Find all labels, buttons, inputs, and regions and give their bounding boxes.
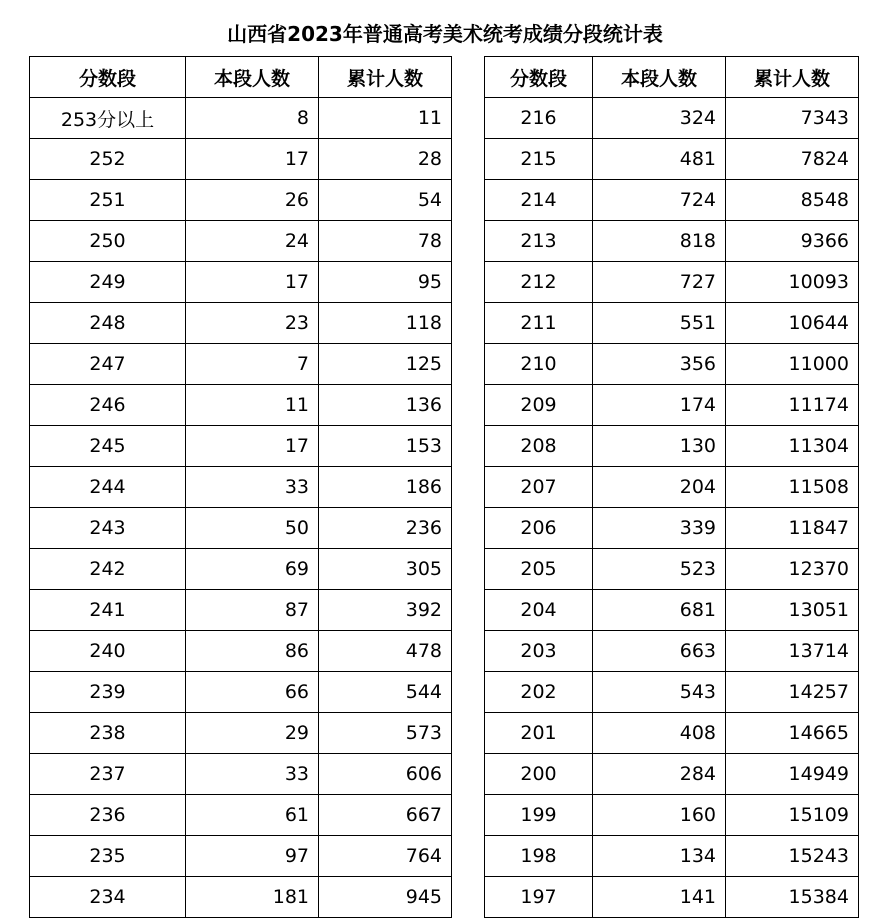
table-row — [485, 508, 859, 549]
table-row — [30, 98, 452, 139]
score-cell: 201 — [485, 713, 593, 754]
segment-count-cell: 33 — [186, 754, 319, 795]
cumulative-count-cell: 28 — [319, 139, 452, 180]
table-row — [30, 836, 452, 877]
table-row — [485, 139, 859, 180]
table-row — [30, 754, 452, 795]
table-row — [30, 139, 452, 180]
cumulative-count-cell: 153 — [319, 426, 452, 467]
score-cell: 205 — [485, 549, 593, 590]
segment-count-cell: 408 — [593, 713, 726, 754]
cumulative-count-cell: 9366 — [726, 221, 859, 262]
table-row — [485, 221, 859, 262]
segment-count-cell: 8 — [186, 98, 319, 139]
segment-count-cell: 339 — [593, 508, 726, 549]
segment-count-cell: 141 — [593, 877, 726, 918]
cumulative-count-cell: 544 — [319, 672, 452, 713]
segment-count-cell: 11 — [186, 385, 319, 426]
cumulative-count-cell: 10093 — [726, 262, 859, 303]
segment-count-cell: 174 — [593, 385, 726, 426]
cumulative-count-cell: 11304 — [726, 426, 859, 467]
score-cell: 235 — [30, 836, 186, 877]
score-cell: 242 — [30, 549, 186, 590]
table-row — [485, 795, 859, 836]
segment-count-cell: 523 — [593, 549, 726, 590]
score-cell: 237 — [30, 754, 186, 795]
segment-count-cell: 134 — [593, 836, 726, 877]
header-cumulative-count: 累计人数 — [726, 57, 859, 98]
segment-count-cell: 681 — [593, 590, 726, 631]
table-row — [485, 303, 859, 344]
segment-count-cell: 204 — [593, 467, 726, 508]
score-cell: 251 — [30, 180, 186, 221]
cumulative-count-cell: 15109 — [726, 795, 859, 836]
table-row — [485, 426, 859, 467]
table-row — [485, 180, 859, 221]
cumulative-count-cell: 10644 — [726, 303, 859, 344]
segment-count-cell: 551 — [593, 303, 726, 344]
cumulative-count-cell: 478 — [319, 631, 452, 672]
table-row — [30, 303, 452, 344]
score-cell: 234 — [30, 877, 186, 918]
score-cell: 216 — [485, 98, 593, 139]
cumulative-count-cell: 8548 — [726, 180, 859, 221]
table-row — [30, 344, 452, 385]
table-row — [30, 713, 452, 754]
cumulative-count-cell: 573 — [319, 713, 452, 754]
cumulative-count-cell: 13051 — [726, 590, 859, 631]
table-row — [485, 672, 859, 713]
cumulative-count-cell: 78 — [319, 221, 452, 262]
cumulative-count-cell: 118 — [319, 303, 452, 344]
score-cell: 208 — [485, 426, 593, 467]
score-cell: 214 — [485, 180, 593, 221]
cumulative-count-cell: 392 — [319, 590, 452, 631]
cumulative-count-cell: 14257 — [726, 672, 859, 713]
table-row — [485, 385, 859, 426]
segment-count-cell: 17 — [186, 426, 319, 467]
segment-count-cell: 663 — [593, 631, 726, 672]
cumulative-count-cell: 13714 — [726, 631, 859, 672]
score-cell: 238 — [30, 713, 186, 754]
segment-count-cell: 181 — [186, 877, 319, 918]
segment-count-cell: 50 — [186, 508, 319, 549]
header-row — [485, 57, 859, 98]
score-cell: 207 — [485, 467, 593, 508]
header-cumulative-count: 累计人数 — [319, 57, 452, 98]
cumulative-count-cell: 11000 — [726, 344, 859, 385]
score-table-right — [484, 56, 859, 918]
score-cell: 204 — [485, 590, 593, 631]
score-cell: 209 — [485, 385, 593, 426]
segment-count-cell: 17 — [186, 262, 319, 303]
segment-count-cell: 543 — [593, 672, 726, 713]
table-row — [485, 836, 859, 877]
score-cell: 240 — [30, 631, 186, 672]
score-cell: 212 — [485, 262, 593, 303]
score-cell: 206 — [485, 508, 593, 549]
cumulative-count-cell: 11508 — [726, 467, 859, 508]
segment-count-cell: 818 — [593, 221, 726, 262]
table-row — [485, 877, 859, 918]
score-cell: 248 — [30, 303, 186, 344]
cumulative-count-cell: 11174 — [726, 385, 859, 426]
segment-count-cell: 7 — [186, 344, 319, 385]
table-row — [30, 672, 452, 713]
score-cell: 245 — [30, 426, 186, 467]
cumulative-count-cell: 7343 — [726, 98, 859, 139]
segment-count-cell: 87 — [186, 590, 319, 631]
score-cell: 246 — [30, 385, 186, 426]
score-cell: 253分以上 — [30, 98, 186, 139]
cumulative-count-cell: 14949 — [726, 754, 859, 795]
table-row — [30, 180, 452, 221]
table-row — [485, 590, 859, 631]
cumulative-count-cell: 15243 — [726, 836, 859, 877]
score-cell: 197 — [485, 877, 593, 918]
cumulative-count-cell: 11847 — [726, 508, 859, 549]
cumulative-count-cell: 606 — [319, 754, 452, 795]
segment-count-cell: 724 — [593, 180, 726, 221]
segment-count-cell: 69 — [186, 549, 319, 590]
table-row — [30, 467, 452, 508]
cumulative-count-cell: 15384 — [726, 877, 859, 918]
table-row — [485, 262, 859, 303]
cumulative-count-cell: 7824 — [726, 139, 859, 180]
score-cell: 203 — [485, 631, 593, 672]
cumulative-count-cell: 54 — [319, 180, 452, 221]
cumulative-count-cell: 945 — [319, 877, 452, 918]
table-row — [30, 631, 452, 672]
table-row — [30, 262, 452, 303]
cumulative-count-cell: 667 — [319, 795, 452, 836]
segment-count-cell: 33 — [186, 467, 319, 508]
score-cell: 241 — [30, 590, 186, 631]
score-cell: 239 — [30, 672, 186, 713]
cumulative-count-cell: 764 — [319, 836, 452, 877]
score-cell: 200 — [485, 754, 593, 795]
score-cell: 213 — [485, 221, 593, 262]
score-cell: 244 — [30, 467, 186, 508]
table-row — [30, 221, 452, 262]
cumulative-count-cell: 136 — [319, 385, 452, 426]
table-row — [485, 467, 859, 508]
segment-count-cell: 24 — [186, 221, 319, 262]
score-cell: 215 — [485, 139, 593, 180]
table-row — [30, 877, 452, 918]
page-title: 山西省2023年普通高考美术统考成绩分段统计表 — [227, 22, 663, 46]
segment-count-cell: 481 — [593, 139, 726, 180]
table-row — [485, 344, 859, 385]
table-row — [30, 385, 452, 426]
cumulative-count-cell: 305 — [319, 549, 452, 590]
table-row — [485, 713, 859, 754]
table-row — [30, 795, 452, 836]
score-cell: 252 — [30, 139, 186, 180]
score-cell: 202 — [485, 672, 593, 713]
table-row — [485, 98, 859, 139]
score-cell: 243 — [30, 508, 186, 549]
table-row — [30, 590, 452, 631]
segment-count-cell: 61 — [186, 795, 319, 836]
segment-count-cell: 130 — [593, 426, 726, 467]
score-cell: 211 — [485, 303, 593, 344]
segment-count-cell: 17 — [186, 139, 319, 180]
table-row — [485, 549, 859, 590]
score-cell: 250 — [30, 221, 186, 262]
header-segment-count: 本段人数 — [186, 57, 319, 98]
header-segment-count: 本段人数 — [593, 57, 726, 98]
score-cell: 198 — [485, 836, 593, 877]
score-cell: 247 — [30, 344, 186, 385]
cumulative-count-cell: 125 — [319, 344, 452, 385]
score-cell: 210 — [485, 344, 593, 385]
segment-count-cell: 356 — [593, 344, 726, 385]
table-row — [485, 754, 859, 795]
segment-count-cell: 324 — [593, 98, 726, 139]
header-score-range: 分数段 — [30, 57, 186, 98]
cumulative-count-cell: 11 — [319, 98, 452, 139]
header-row — [30, 57, 452, 98]
segment-count-cell: 66 — [186, 672, 319, 713]
cumulative-count-cell: 186 — [319, 467, 452, 508]
table-row — [485, 631, 859, 672]
cumulative-count-cell: 236 — [319, 508, 452, 549]
segment-count-cell: 23 — [186, 303, 319, 344]
segment-count-cell: 284 — [593, 754, 726, 795]
cumulative-count-cell: 95 — [319, 262, 452, 303]
segment-count-cell: 97 — [186, 836, 319, 877]
segment-count-cell: 727 — [593, 262, 726, 303]
segment-count-cell: 29 — [186, 713, 319, 754]
score-table-left — [29, 56, 452, 918]
table-row — [30, 508, 452, 549]
cumulative-count-cell: 14665 — [726, 713, 859, 754]
segment-count-cell: 160 — [593, 795, 726, 836]
header-score-range: 分数段 — [485, 57, 593, 98]
cumulative-count-cell: 12370 — [726, 549, 859, 590]
table-row — [30, 549, 452, 590]
score-cell: 199 — [485, 795, 593, 836]
table-row — [30, 426, 452, 467]
score-cell: 236 — [30, 795, 186, 836]
score-cell: 249 — [30, 262, 186, 303]
segment-count-cell: 26 — [186, 180, 319, 221]
segment-count-cell: 86 — [186, 631, 319, 672]
